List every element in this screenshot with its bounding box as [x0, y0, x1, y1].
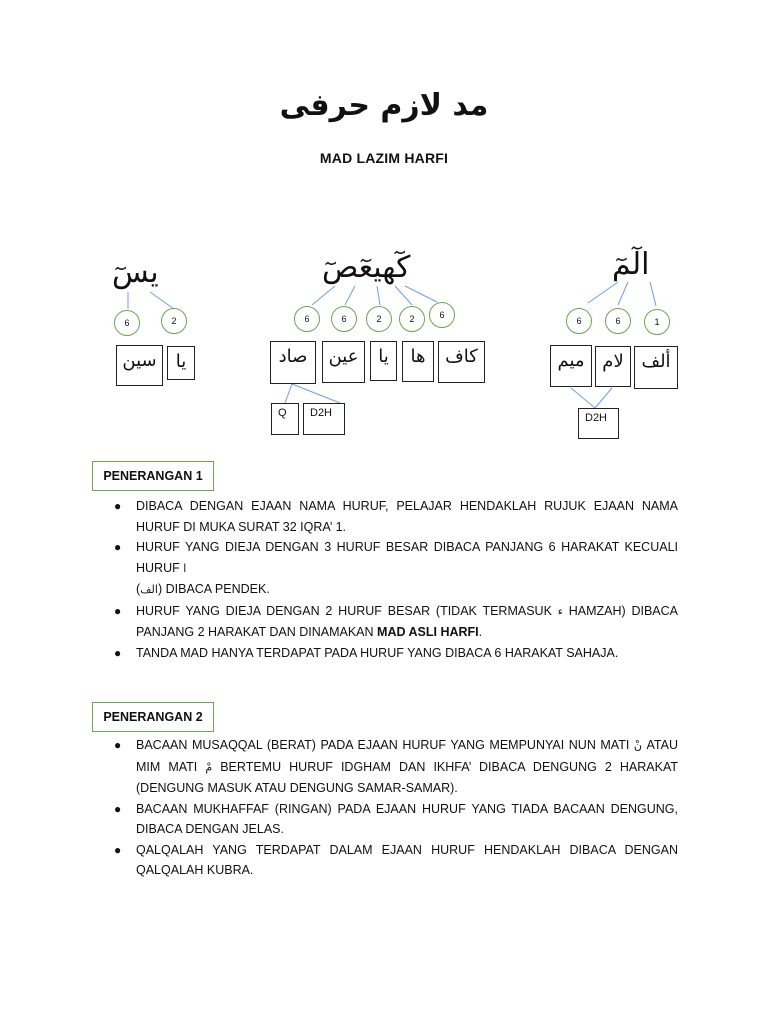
- count-circle: 6: [429, 302, 455, 328]
- count-circle: 6: [605, 308, 631, 334]
- bullet-icon: ●: [114, 738, 122, 752]
- count-circle: 6: [566, 308, 592, 334]
- letter-box: ألف: [634, 346, 678, 389]
- letter-box: كاف: [438, 341, 485, 383]
- letter-box: يا: [370, 341, 397, 381]
- bullet-icon: ●: [114, 842, 122, 857]
- list-item: ● HURUF YANG DIEJA DENGAN 2 HURUF BESAR (TIDAK TERMASUK ء HAMZAH) DIBACA PANJANG 2 HARAKAT DAN DINAMAKAN MAD ASLI HARFI.: [114, 601, 678, 643]
- count-circle: 2: [399, 306, 425, 332]
- list-item: ● TANDA MAD HANYA TERDAPAT PADA HURUF YANG DIBACA 6 HARAKAT SAHAJA.: [114, 643, 678, 664]
- list-item: ● DIBACA DENGAN EJAAN NAMA HURUF, PELAJAR HENDAKLAH RUJUK EJAAN NAMA HURUF DI MUKA SURAT 32 IQRA’ 1.: [114, 496, 678, 537]
- count-circle: 6: [294, 306, 320, 332]
- page-title: MAD LAZIM HARFI: [319, 150, 449, 166]
- count-circle: 2: [161, 308, 187, 334]
- bullet-icon: ●: [114, 801, 122, 816]
- tag-qalqalah: Q: [271, 403, 299, 435]
- penerangan-1-list: [114, 496, 678, 663]
- list-item: ● HURUF YANG DIEJA DENGAN 3 HURUF BESAR DIBACA PANJANG 6 HARAKAT KECUALI HURUF ا (الف) DIBACA PENDEK.: [114, 537, 678, 601]
- letter-box: سين: [116, 345, 163, 386]
- letter-box: لام: [595, 346, 631, 387]
- word-yasin: يسٓ: [112, 255, 159, 290]
- bullet-icon: ●: [114, 499, 122, 513]
- count-circle: 6: [331, 306, 357, 332]
- section-label-penerangan-1: PENERANGAN 1: [92, 461, 214, 491]
- list-item: ● QALQALAH YANG TERDAPAT DALAM EJAAN HURUF HENDAKLAH DIBACA DENGAN QALQALAH KUBRA.: [114, 840, 678, 881]
- count-circle: 2: [366, 306, 392, 332]
- page-title-arabic: مد لازم حرفى: [279, 88, 489, 123]
- bullet-icon: ●: [114, 645, 122, 660]
- word-kaf-ha-ya-ain-sad: كٓهيعٓصٓ: [322, 250, 411, 285]
- bullet-icon: ●: [114, 603, 122, 618]
- count-circle: 6: [114, 310, 140, 336]
- letter-box: يا: [167, 346, 195, 380]
- penerangan-2-list: [114, 735, 678, 881]
- letter-box: ميم: [550, 345, 592, 387]
- letter-box: ها: [402, 341, 434, 382]
- bullet-icon: ●: [114, 540, 122, 554]
- tag-dengung: D2H: [578, 408, 619, 439]
- letter-box: صاد: [270, 341, 316, 384]
- list-item: ● BACAAN MUKHAFFAF (RINGAN) PADA EJAAN HURUF YANG TIADA BACAAN DENGUNG, DIBACA DENGAN JELAS.: [114, 799, 678, 840]
- section-label-penerangan-2: PENERANGAN 2: [92, 702, 214, 732]
- letter-box: عين: [322, 341, 365, 383]
- list-item: ● BACAAN MUSAQQAL (BERAT) PADA EJAAN HURUF YANG MEMPUNYAI NUN MATI نْ ATAU MIM MATI مْ BERTEMU HURUF IDGHAM DAN IKHFA’ DIBACA DENGUNG 2 HARAKAT (DENGUNG MASUK ATAU DENGUNG SAMAR-SAMAR).: [114, 735, 678, 799]
- tag-dengung: D2H: [303, 403, 345, 435]
- count-circle: 1: [644, 309, 670, 335]
- word-alif-lam-mim: الٓمٓ: [612, 247, 650, 282]
